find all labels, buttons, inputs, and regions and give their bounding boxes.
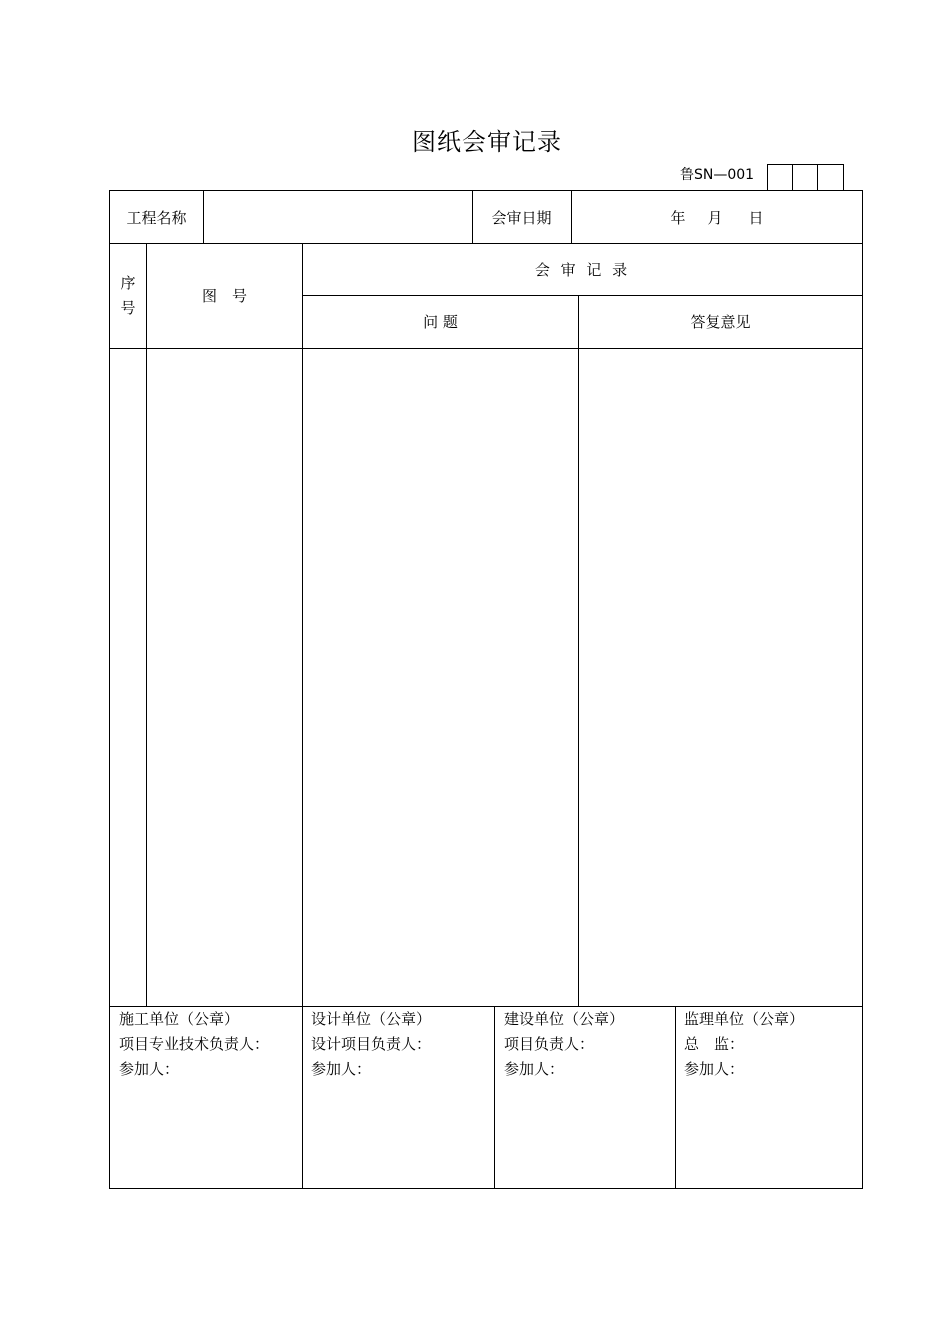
review-record-header: 会 审 记 录 [534,260,631,279]
seq-header-bottom: 号 [120,298,136,317]
drawing-no-area[interactable] [147,349,302,1006]
signature-participants: 参加人： [684,1060,745,1078]
construction-unit-block [119,1007,269,1082]
form-code: 鲁SN—001 [680,167,755,183]
code-boxes [767,164,844,190]
reply-area[interactable] [579,349,862,1006]
reply-header: 答复意见 [690,313,751,331]
review-date-field[interactable] [572,191,862,243]
signature-role: 设计项目负责人： [311,1035,432,1053]
date-year: 年 [670,208,686,227]
code-box[interactable] [818,165,843,191]
code-box[interactable] [793,165,818,191]
project-name-label: 工程名称 [126,208,187,227]
date-day: 日 [748,208,764,227]
signature-participants: 参加人： [119,1060,180,1078]
signature-role: 项目专业技术负责人： [119,1035,270,1053]
review-date-label: 会审日期 [491,208,552,227]
signature-role: 总 监： [684,1035,745,1053]
signature-unit: 设计单位（公章） [311,1010,432,1028]
issue-area[interactable] [303,349,578,1006]
supervision-unit-block [684,1007,804,1082]
seq-column-area[interactable] [111,349,146,1006]
code-box[interactable] [768,165,793,191]
signature-unit: 监理单位（公章） [684,1010,805,1028]
project-name-field[interactable] [204,191,472,243]
signature-unit: 建设单位（公章） [504,1010,625,1028]
signature-participants: 参加人： [504,1060,565,1078]
seq-header-top: 序 [120,273,136,292]
owner-unit-block [504,1007,624,1082]
divider [494,1006,495,1188]
review-form [109,190,863,1189]
signature-participants: 参加人： [311,1060,372,1078]
signature-unit: 施工单位（公章） [119,1010,240,1028]
issue-header: 问 题 [423,313,458,331]
design-unit-block [311,1007,431,1082]
signature-role: 项目负责人： [504,1035,595,1053]
page-title: 图纸会审记录 [412,128,562,156]
drawing-no-header: 图 号 [201,287,247,305]
date-month: 月 [707,208,723,227]
divider [675,1006,676,1188]
seq-header [110,243,146,348]
